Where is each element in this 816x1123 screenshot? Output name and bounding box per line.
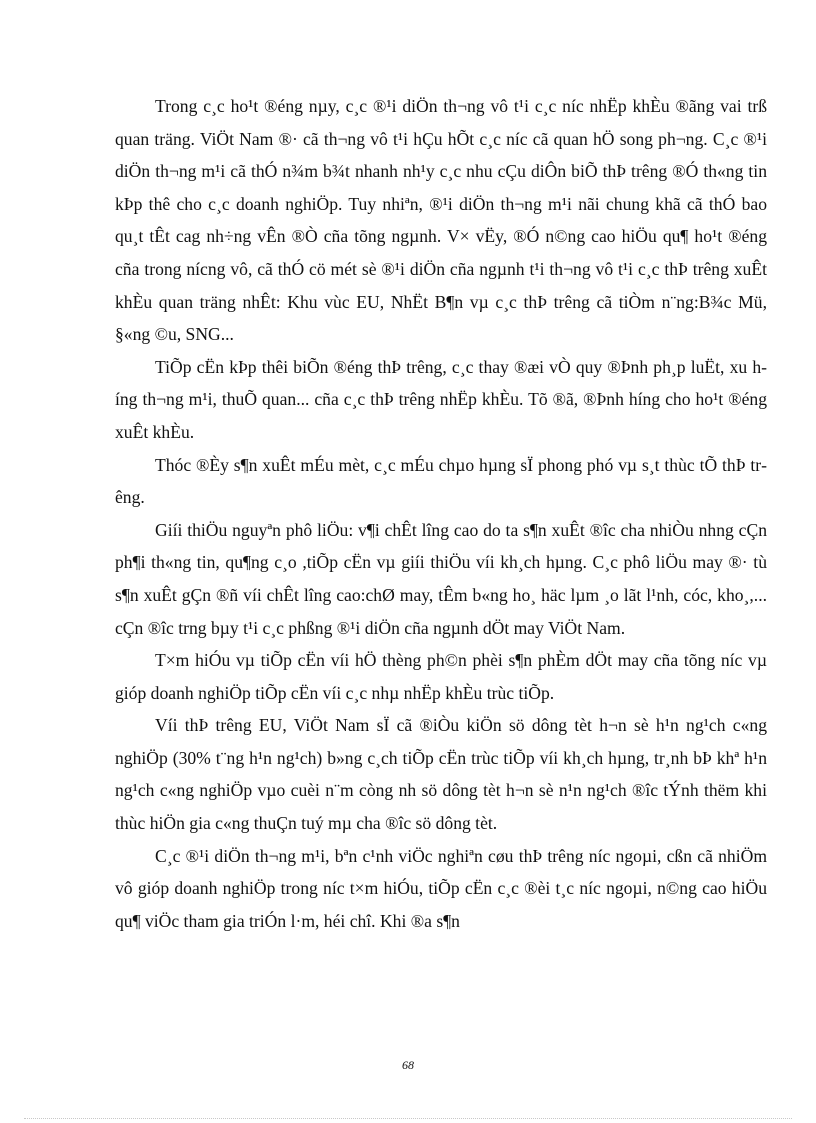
body-text	[115, 90, 767, 937]
footer-divider	[24, 1118, 792, 1119]
page-number: 68	[402, 1058, 414, 1072]
paragraph-market-access: TiÕp cËn kÞp thêi biÕn ®éng thÞ trêng, c¸c thay ®æi vÒ quy ®Þnh ph¸p luËt, xu híng th¬ng m¹i, thuÕ quan... cña c¸c thÞ trêng nhËp khÈu. Tõ ®ã, ®Þnh híng cho ho¹t ®éng xuÊt khÈu.	[115, 356, 767, 442]
paragraph-material-introduction: Giíi thiÖu nguyªn phô liÖu: v¶i chÊt lîng cao do ta s¶n xuÊt ®îc cha nhiÒu nhng cÇn ph¶i th«ng tin, qu¶ng c¸o ,tiÕp cËn vµ giíi thiÖu víi kh¸ch hµng. C¸c phô liÖu may ®· tù s¶n xuÊt gÇn ®ñ víi chÊt lîng cao:chØ may, tÊm b«ng ho¸ häc lµm ¸o lãt l¹nh, cóc, kho¸,... cÇn ®îc trng bµy t¹i c¸c phßng ®¹i diÖn cña ngµnh dÖt may ViÖt Nam.	[115, 519, 767, 638]
paragraph-trade-offices-duties: C¸c ®¹i diÖn th¬ng m¹i, bªn c¹nh viÖc nghiªn cøu thÞ trêng níc ngoµi, cßn cã nhiÖm vô gióp doanh nghiÖp trong níc t×m hiÓu, tiÕp cËn c¸c ®èi t¸c níc ngoµi, n©ng cao hiÖu qu¶ viÖc tham gia triÓn l·m, héi chî. Khi ®a s¶n	[115, 845, 767, 931]
paragraph-trade-representatives: Trong c¸c ho¹t ®éng nµy, c¸c ®¹i diÖn th¬ng vô t¹i c¸c níc nhËp khÈu ®ãng vai trß quan träng. ViÖt Nam ®· cã th¬ng vô t¹i hÇu hÕt c¸c níc cã quan hÖ song ph¬ng. C¸c ®¹i diÖn th¬ng m¹i cã thÓ n¾m b¾t nhanh nh¹y c¸c nhu cÇu diÔn biÕ thÞ trêng ®Ó th«ng tin kÞp thê cho c¸c doanh nghiÖp. Tuy nhiªn, ®¹i diÖn th¬ng m¹i nãi chung khã cã thÓ bao qu¸t tÊt cag nh÷ng vÊn ®Ò cña tõng ngµnh. V× vËy, ®Ó n©ng cao hiÖu qu¶ ho¹t ®éng cña trong nícng vô, cã thÓ cö mét sè ®¹i diÖn cña ngµnh t¹i th¬ng vô t¹i c¸c thÞ trêng xuÊt khÈu quan träng nhÊt: Khu vùc EU, NhËt B¶n vµ c¸c thÞ trêng cã tiÒm n¨ng:B¾c Mü, §«ng ©u, SNG...	[115, 96, 767, 345]
paragraph-sample-production: Thóc ®Èy s¶n xuÊt mÉu mèt, c¸c mÉu chµo hµng sÏ phong phó vµ s¸t thùc tÕ thÞ trêng.	[115, 454, 767, 508]
paragraph-distribution-system: T×m hiÓu vµ tiÕp cËn víi hÖ thèng ph©n phèi s¶n phÈm dÖt may cña tõng níc vµ gióp doanh nghiÖp tiÕp cËn víi c¸c nhµ nhËp khÈu trùc tiÕp.	[115, 650, 767, 703]
paragraph-eu-market: Víi thÞ trêng EU, ViÖt Nam sÏ cã ®iÒu kiÖn sö dông tèt h¬n sè h¹n ng¹ch c«ng nghiÖp (30% t¨ng h¹n ng¹ch) b»ng c¸ch tiÕp cËn trùc tiÕp víi kh¸ch hµng, tr¸nh bÞ khª h¹n ng¹ch c«ng nghiÖp vµo cuèi n¨m còng nh sö dông tèt h¬n sè n¹n ng¹ch ®îc tÝnh thëm khi thùc hiÖn gia c«ng thuÇn tuý mµ cha ®îc sö dông tèt.	[115, 715, 767, 834]
